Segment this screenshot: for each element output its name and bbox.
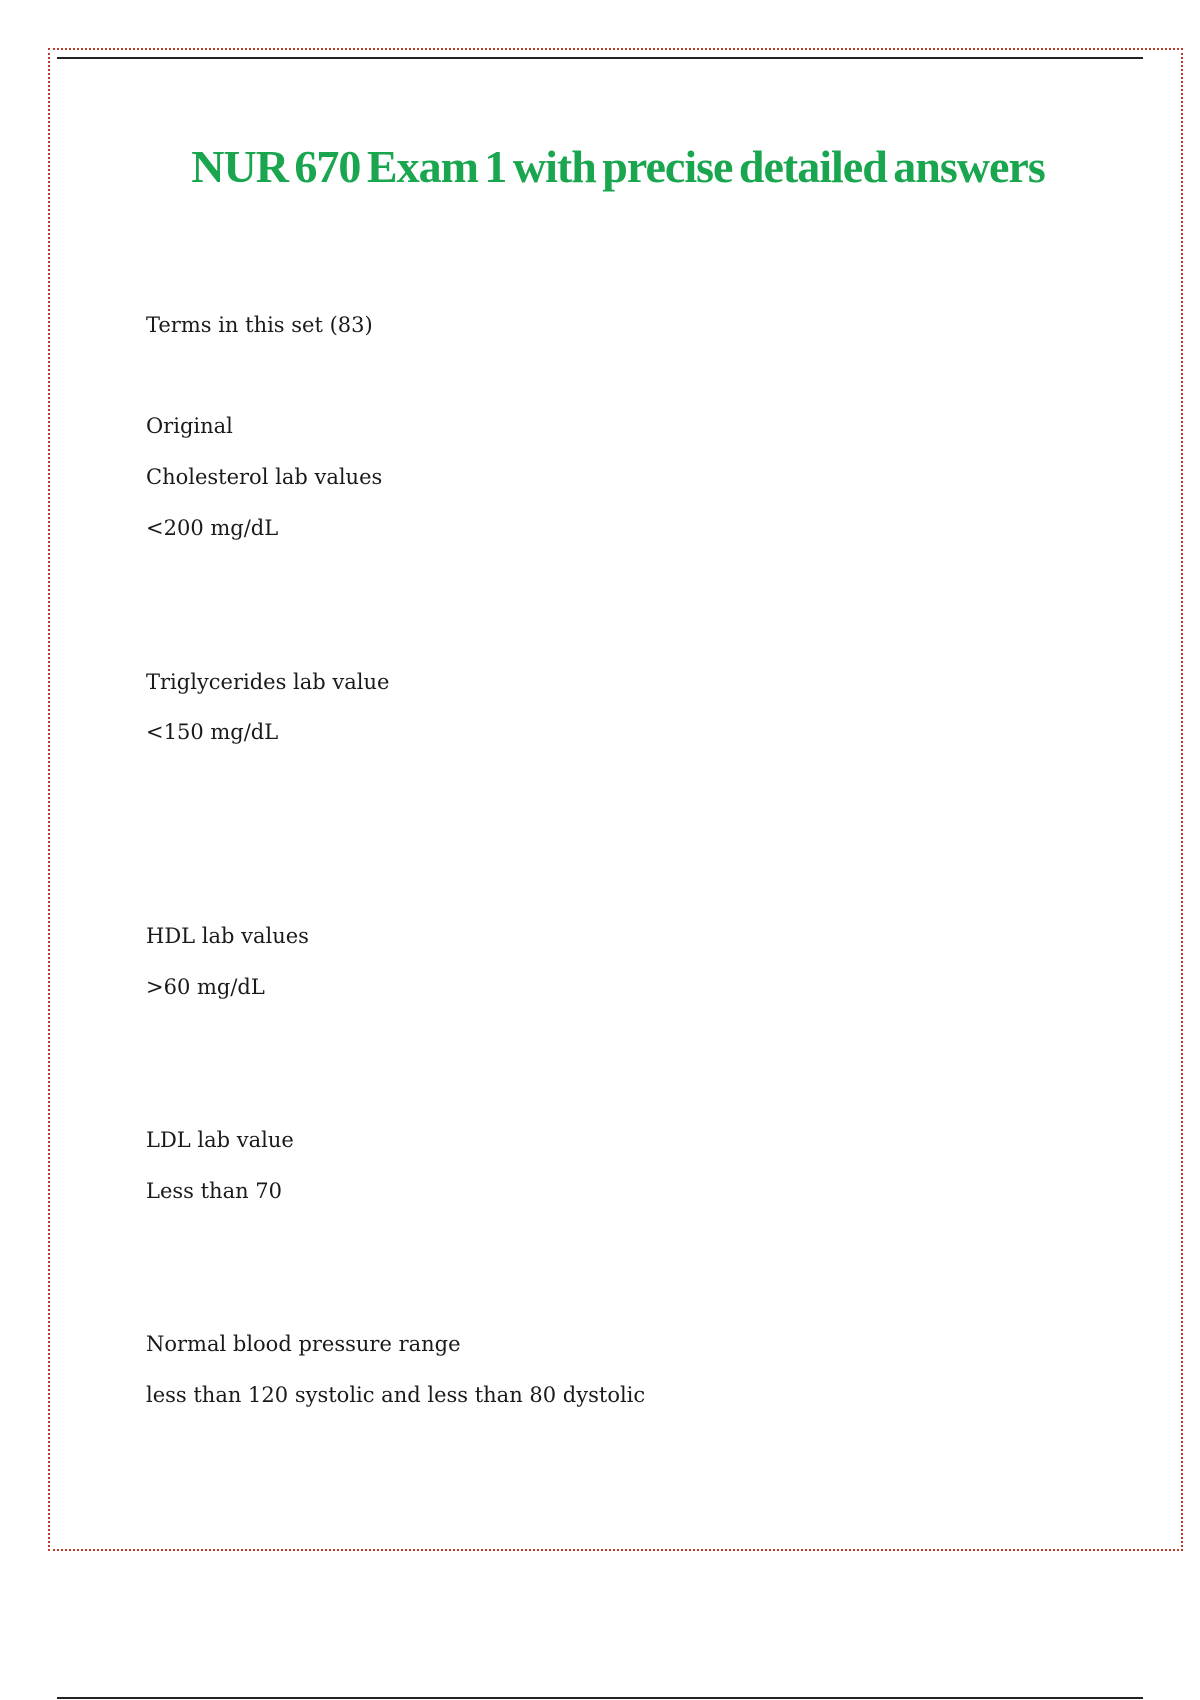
header-rule bbox=[57, 57, 1143, 59]
entry-term: LDL lab value bbox=[146, 1128, 294, 1152]
entry-definition: Less than 70 bbox=[146, 1179, 283, 1203]
terms-count: Terms in this set (83) bbox=[146, 313, 373, 337]
page-frame bbox=[48, 48, 1183, 1551]
entry-term: Normal blood pressure range bbox=[146, 1332, 461, 1356]
entry-definition: <150 mg/dL bbox=[146, 720, 279, 744]
entry-term: Triglycerides lab value bbox=[146, 670, 390, 694]
entry-subterm: Cholesterol lab values bbox=[146, 465, 383, 489]
entry-definition: less than 120 systolic and less than 80 dystolic bbox=[146, 1383, 646, 1407]
document-title: NUR 670 Exam 1 with precise detailed answers bbox=[191, 141, 1045, 192]
entry-term: Original bbox=[146, 414, 233, 438]
footer-rule bbox=[57, 1697, 1143, 1699]
entry-definition: <200 mg/dL bbox=[146, 516, 279, 540]
entry-definition: >60 mg/dL bbox=[146, 975, 265, 999]
entry-term: HDL lab values bbox=[146, 924, 309, 948]
